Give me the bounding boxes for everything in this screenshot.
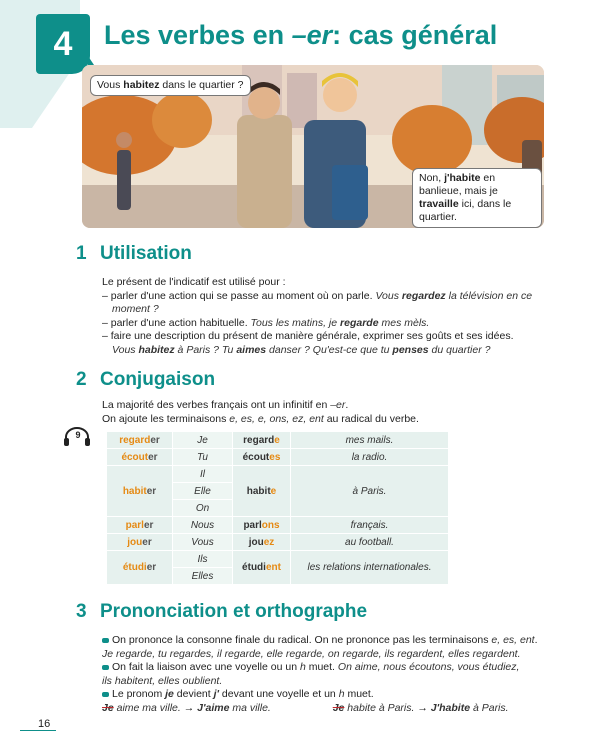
table-row: Elles [107,568,449,585]
page-number: 16 [20,718,56,731]
bullet-icon [102,692,109,697]
conjugation-table [106,431,449,585]
table-row: écouter Tu écoutes la radio. [107,449,449,466]
audio-track-number: 9 [75,430,81,440]
table-row: jouer Vous jouez au football. [107,534,449,551]
section-heading-conjugaison: 2 Conjugaison [76,369,216,390]
chapter-title: Les verbes en –er: cas général [104,20,498,50]
section-heading-prononciation: 3 Prononciation et orthographe [76,601,368,622]
section-heading-utilisation: 1 Utilisation [76,243,192,264]
table-row: Elle [107,483,449,500]
bullet-icon [102,638,109,643]
speech-bubble-right: Non, j'habite en banlieue, mais je travaille ici, dans le quartier. [412,168,542,228]
table-row: On [107,500,449,517]
speech-bubble-left: Vous habitez dans le quartier ? [90,75,251,96]
bullet-icon [102,665,109,670]
section-prononciation-body: On prononce la consonne finale du radical. On ne prononce pas les terminaisons e, es, ent. Je regarde, tu regardes, il regarde, elle regarde, on regarde, ils regardent, elles regardent. On fait la liaison avec une voyelle ou un h muet. On aime, nous écoutons, vous étudiez, ils habitent, elles oublient. Le pronom je devient j' devant une voyelle et un h muet. Je aime ma ville. → J'aime ma ville. Je habite à Paris. → J'habite à Paris. [102,634,538,714]
table-row: regarder Je regarde mes mails. [107,432,449,449]
table-row: parler Nous parlons français. [107,517,449,534]
section-utilisation-body: Le présent de l'indicatif est utilisé pour : – parler d'une action qui se passe au moment où on parle. Vous regardez la télévision en ce moment ? – parler d'une action habituelle. Tous les matins, je regarde mes mèls. – faire une description du présent de manière générale, exprimer ses goûts et ses idées. Vous habitez à Paris ? Tu aimes danser ? Qu'est-ce que tu penses du quartier ? [102,276,533,356]
chapter-number: 4 [36,14,90,74]
table-row: étudier Ils étudient les relations internationales. [107,551,449,568]
section-conjugaison-intro: La majorité des verbes français ont un infinitif en –er. On ajoute les terminaisons e, es, e, ons, ez, ent au radical du verbe. [102,399,419,425]
table-row: habiter Il habite à Paris. [107,466,449,483]
